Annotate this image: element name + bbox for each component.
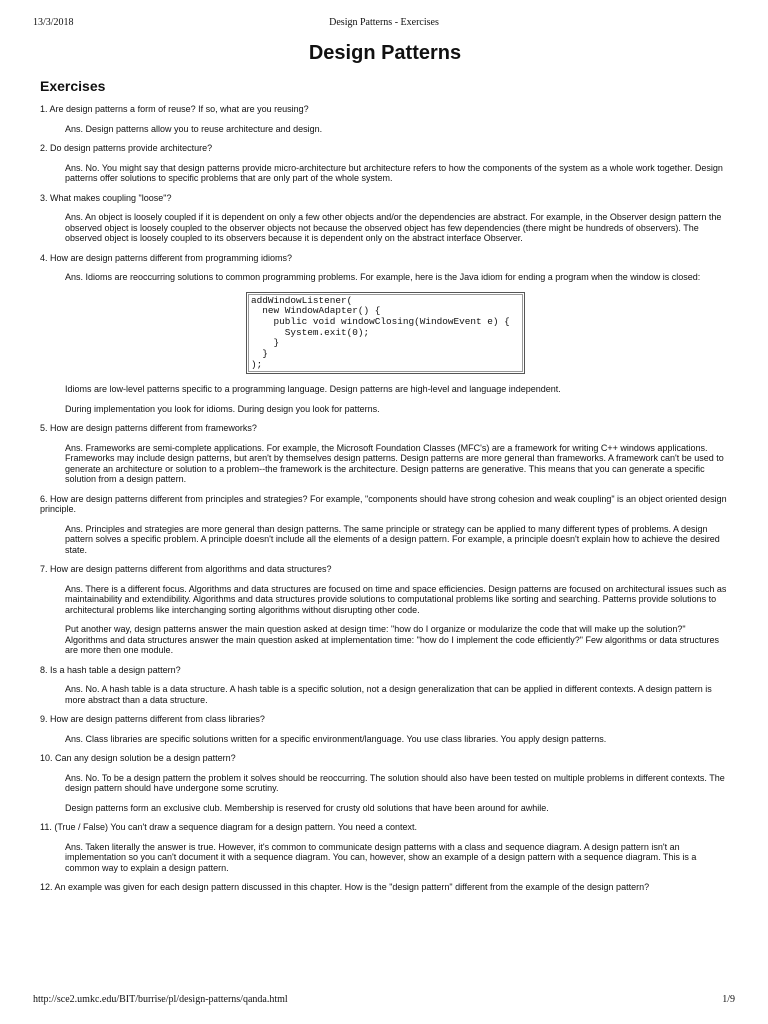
answer-9: Ans. Class libraries are specific solutions written for a specific environment/language. You use class libraries. You apply design patterns. xyxy=(65,733,607,744)
print-url: http://sce2.umkc.edu/BIT/burrise/pl/design-patterns/qanda.html xyxy=(33,994,288,1005)
question-5: 5. How are design patterns different from frameworks? xyxy=(40,423,257,434)
print-date: 13/3/2018 xyxy=(33,17,74,28)
page-title: Design Patterns xyxy=(308,42,462,64)
answer-10-paragraph-2: Design patterns form an exclusive club. Membership is reserved for crusty old solutions that have been around for awhile. xyxy=(65,802,549,813)
question-2: 2. Do design patterns provide architecture? xyxy=(40,143,213,153)
answer-4-note-1: Idioms are low-level patterns specific to a programming language. Design patterns are high-level and language independent. xyxy=(65,384,561,395)
code-snippet: addWindowListener( new WindowAdapter() { public void windowClosing(WindowEvent e) { System.exit(0); } } ); xyxy=(248,294,523,373)
question-8: 8. Is a hash table a design pattern? xyxy=(40,664,181,675)
answer-5: Ans. Frameworks are semi-complete applications. For example, the Microsoft Foundation Classes (MFC's) are a framework for writing C++ windows applications. Frameworks may include design patterns, but aren't by themselves design patterns. Design patterns are more general than frameworks. A framework can't be used to generate an architecture or solution to a problem--the framework is the architecture. Design patterns are generative. This means that you can generate a specific solution from a design pattern. xyxy=(65,442,724,485)
answer-2: Ans. No. You might say that design patterns provide micro-architecture but architecture refers to how the components of the system as a whole work together. Design patterns offer solutions to specific problems that are only part of the whole system. xyxy=(65,162,723,183)
question-12: 12. An example was given for each design pattern discussed in this chapter. How is the "design pattern" different from the example of the design pattern? xyxy=(40,882,650,893)
answer-4-note-2: During implementation you look for idioms. During design you look for patterns. xyxy=(65,403,380,414)
page-number: 1/9 xyxy=(722,994,735,1005)
print-footer xyxy=(33,994,735,1008)
question-9: 9. How are design patterns different from class libraries? xyxy=(40,714,265,725)
section-heading: Exercises xyxy=(40,78,106,94)
question-11: 11. (True / False) You can't draw a sequence diagram for a design pattern. You need a context. xyxy=(40,822,417,833)
question-10: 10. Can any design solution be a design pattern? xyxy=(40,753,236,764)
code-block xyxy=(246,292,525,375)
document-body xyxy=(40,38,730,902)
answer-10: Ans. No. To be a design pattern the problem it solves should be reoccurring. The solution should also have been tested on multiple problems in different contexts. The design pattern should have undergone some scrutiny. xyxy=(65,772,725,794)
question-6: 6. How are design patterns different from principles and strategies? For example, "components should have strong cohesion and weak coupling" is an object oriented design principle. xyxy=(40,493,727,515)
question-1: 1. Are design patterns a form of reuse? If so, what are you reusing? xyxy=(40,104,309,114)
answer-8: Ans. No. A hash table is a data structure. A hash table is a specific solution, not a design generalization that can be applied in different contexts. A design pattern is more abstract than a data structure. xyxy=(65,684,712,705)
answer-3: Ans. An object is loosely coupled if it is dependent on only a few other objects and/or the dependencies are abstract. For example, in the Observer design pattern the observed object is loosely coupled to the observer objects not because the observed object has few dependencies (there might be hundreds of observers). The observed object is loosely coupled to its observers because it is dependent only on the abstract interface Observer. xyxy=(65,212,722,243)
answer-6: Ans. Principles and strategies are more general than design patterns. The same principle or strategy can be applied to many different types of problems. A design pattern solves a specific problem. A principle doesn't include all the elements of a design pattern. For example, a principle doesn't explain how to achieve the desired state. xyxy=(65,523,720,555)
question-4: 4. How are design patterns different from programming idioms? xyxy=(40,252,292,263)
answer-7: Ans. There is a different focus. Algorithms and data structures are focused on time and space efficiencies. Design patterns are focused on architectural issues such as maintainability and extendibility. Algorithms and data structures provide solutions to computational problems like sorting and searching. Patterns provide solutions to architectural problems like interchanging sorting algorithms without disrupting other code. xyxy=(65,583,727,615)
answer-1: Ans. Design patterns allow you to reuse architecture and design. xyxy=(65,123,323,134)
print-title: Design Patterns - Exercises xyxy=(329,17,439,28)
answer-11: Ans. Taken literally the answer is true. However, it's common to communicate design patterns with a class and sequence diagram. A design pattern isn't an implementation so you can't document it with a sequence diagram. You can, however, show an example of a design pattern with a sequence diagram. This is a common way to explain a design pattern. xyxy=(65,841,697,873)
answer-7-paragraph-2: Put another way, design patterns answer the main question asked at design time: "how do I organize or modularize the code that will make up the solution?" Algorithms and data structures answer the main question asked at implementation time: "how do I implement the code efficiently?" Few algorithms or data structures are more then one module. xyxy=(65,624,720,656)
print-header xyxy=(33,17,735,31)
question-7: 7. How are design patterns different from algorithms and data structures? xyxy=(40,564,332,575)
question-3: 3. What makes coupling "loose"? xyxy=(40,192,172,203)
answer-4: Ans. Idioms are reoccurring solutions to common programming problems. For example, here is the Java idiom for ending a program when the window is closed: xyxy=(65,272,701,282)
